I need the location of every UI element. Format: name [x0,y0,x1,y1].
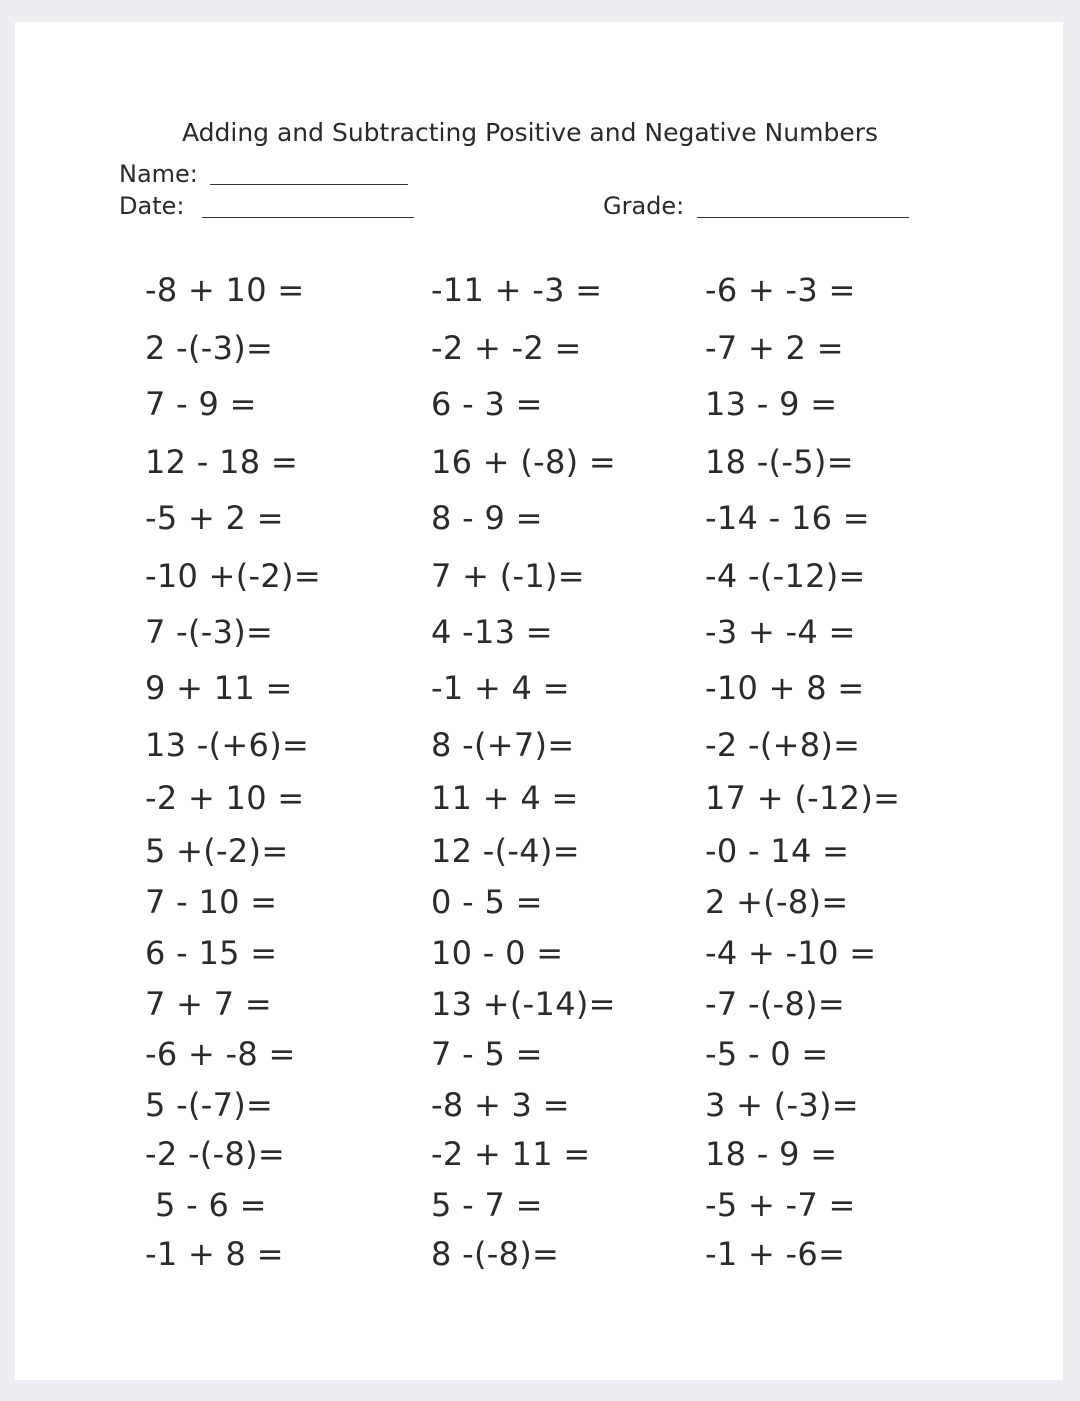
problem-3-8: -10 + 8 = [705,669,865,707]
problem-2-6: 7 + (-1)= [431,557,585,595]
problem-3-19: -1 + -6= [705,1235,846,1273]
problem-2-2: -2 + -2 = [431,329,582,367]
problem-1-8: 9 + 11 = [145,669,293,707]
problem-2-8: -1 + 4 = [431,669,570,707]
problem-2-13: 10 - 0 = [431,934,564,972]
problem-2-17: -2 + 11 = [431,1135,591,1173]
problem-1-7: 7 -(-3)= [145,613,274,651]
problem-1-5: -5 + 2 = [145,499,284,537]
problem-2-14: 13 +(-14)= [431,985,616,1023]
problem-2-16: -8 + 3 = [431,1086,570,1124]
problem-1-16: 5 -(-7)= [145,1086,274,1124]
problem-2-11: 12 -(-4)= [431,832,580,870]
problem-1-4: 12 - 18 = [145,443,299,481]
problem-3-13: -4 + -10 = [705,934,877,972]
problem-1-10: -2 + 10 = [145,779,305,817]
problem-1-3: 7 - 9 = [145,385,257,423]
problem-3-10: 17 + (-12)= [705,779,901,817]
problem-2-3: 6 - 3 = [431,385,543,423]
problem-3-7: -3 + -4 = [705,613,856,651]
problem-1-1: -8 + 10 = [145,271,305,309]
problem-1-12: 7 - 10 = [145,883,278,921]
problem-1-18: 5 - 6 = [155,1186,267,1224]
problem-2-9: 8 -(+7)= [431,726,575,764]
problem-1-19: -1 + 8 = [145,1235,284,1273]
problem-3-4: 18 -(-5)= [705,443,854,481]
problem-1-17: -2 -(-8)= [145,1135,286,1173]
problem-2-1: -11 + -3 = [431,271,603,309]
problem-3-11: -0 - 14 = [705,832,850,870]
problem-1-14: 7 + 7 = [145,985,272,1023]
problem-3-2: -7 + 2 = [705,329,844,367]
problem-1-6: -10 +(-2)= [145,557,321,595]
problem-3-6: -4 -(-12)= [705,557,866,595]
problem-3-16: 3 + (-3)= [705,1086,859,1124]
problem-1-11: 5 +(-2)= [145,832,289,870]
problem-2-18: 5 - 7 = [431,1186,543,1224]
problem-2-12: 0 - 5 = [431,883,543,921]
problem-3-12: 2 +(-8)= [705,883,849,921]
problem-3-9: -2 -(+8)= [705,726,861,764]
problem-1-2: 2 -(-3)= [145,329,274,367]
name-label: Name: [119,160,198,188]
problem-2-19: 8 -(-8)= [431,1235,560,1273]
problem-3-17: 18 - 9 = [705,1135,838,1173]
worksheet-page [15,22,1063,1380]
date-label: Date: [119,192,185,220]
grade-line [697,217,909,218]
problem-2-4: 16 + (-8) = [431,443,617,481]
problem-3-14: -7 -(-8)= [705,985,846,1023]
problem-1-13: 6 - 15 = [145,934,278,972]
name-line [210,184,408,185]
worksheet-title: Adding and Subtracting Positive and Negative Numbers [181,118,879,147]
problem-3-15: -5 - 0 = [705,1035,829,1073]
problem-2-5: 8 - 9 = [431,499,543,537]
problem-3-18: -5 + -7 = [705,1186,856,1224]
problem-1-15: -6 + -8 = [145,1035,296,1073]
problem-3-5: -14 - 16 = [705,499,870,537]
date-line [202,217,414,218]
problem-2-10: 11 + 4 = [431,779,579,817]
problem-3-3: 13 - 9 = [705,385,838,423]
problem-2-15: 7 - 5 = [431,1035,543,1073]
problem-2-7: 4 -13 = [431,613,553,651]
problem-1-9: 13 -(+6)= [145,726,310,764]
problem-3-1: -6 + -3 = [705,271,856,309]
grade-label: Grade: [603,192,685,220]
